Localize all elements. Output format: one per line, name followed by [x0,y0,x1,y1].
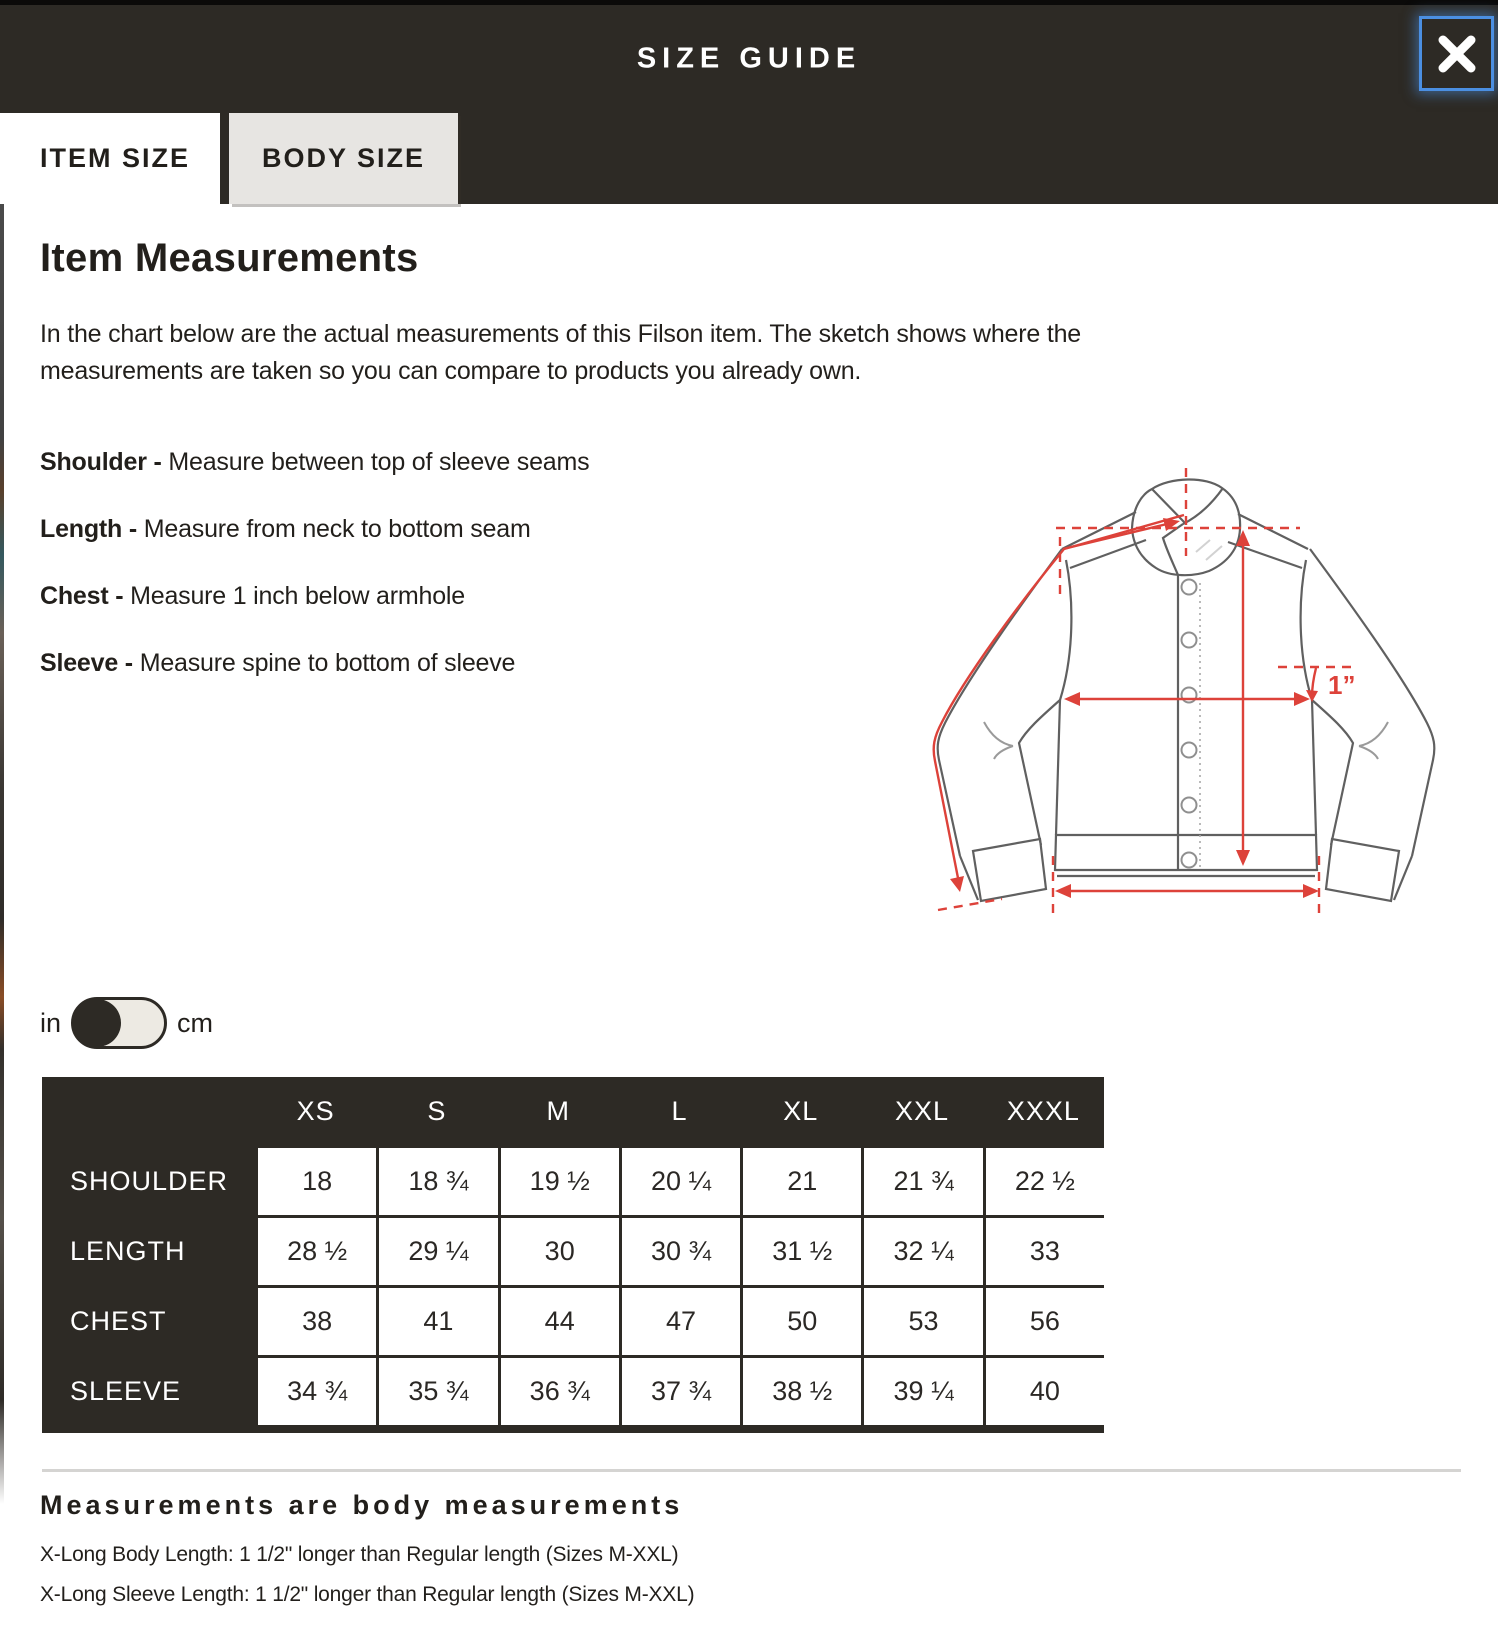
row-label: CHEST [70,1306,167,1336]
table-cell: 18 ¾ [376,1148,497,1215]
modal-title: SIZE GUIDE [636,42,862,75]
footer-note-body-length: X-Long Body Length: 1 1/2" longer than Regular length (Sizes M-XXL) [40,1543,679,1566]
row-label: SLEEVE [70,1376,182,1406]
unit-toggle-switch[interactable] [71,997,167,1049]
tab-band [0,113,1498,204]
definition-desc: Measure from neck to bottom seam [143,515,531,543]
size-table [42,1077,1104,1433]
table-row-length [42,1218,1104,1285]
table-cell: 21 [740,1148,861,1215]
col-header-xs: XS [296,1095,335,1126]
table-cell: 22 ½ [983,1148,1104,1215]
table-header-row [42,1077,1104,1145]
table-cell: 21 ¾ [861,1148,982,1215]
definition-dash: - [153,448,162,476]
jacket-buttons [1182,580,1197,868]
tab-item-size[interactable]: ITEM SIZE [0,113,220,204]
footer-divider [42,1469,1461,1472]
col-header-xxl: XXL [895,1095,950,1126]
table-row-chest [42,1288,1104,1355]
jacket-sketch-svg [880,420,1498,920]
table-cell: 40 [983,1358,1104,1425]
table-cell: 53 [861,1288,982,1355]
definition-term: Shoulder [40,448,147,476]
table-cell: 19 ½ [498,1148,619,1215]
col-header-m: M [546,1095,570,1126]
measure-arrowheads [950,518,1319,898]
table-cell: 28 ½ [255,1218,376,1285]
jacket-measurement-sketch [880,420,1498,920]
close-icon [1435,32,1479,76]
unit-toggle-row [40,997,213,1049]
footer-heading: Measurements are body measurements [40,1490,684,1520]
table-cell: 41 [376,1288,497,1355]
definition-sleeve [40,648,589,678]
definition-term: Sleeve [40,649,119,677]
table-cell: 31 ½ [740,1218,861,1285]
row-label: SHOULDER [70,1166,229,1196]
table-cell: 30 [498,1218,619,1285]
definition-term: Chest [40,582,109,610]
definition-shoulder [40,447,589,477]
one-inch-annotation: 1” [1328,670,1356,700]
footer-note-sleeve-length: X-Long Sleeve Length: 1 1/2" longer than Regular length (Sizes M-XXL) [40,1583,695,1606]
table-cell: 32 ¼ [861,1218,982,1285]
col-header-s: S [427,1095,447,1126]
table-cell: 30 ¾ [619,1218,740,1285]
tab-body-size[interactable]: BODY SIZE [229,113,458,204]
table-corner-cell [42,1077,255,1145]
definition-desc: Measure spine to bottom of sleeve [139,649,516,677]
unit-toggle-knob[interactable] [73,999,121,1047]
col-header-xl: XL [783,1095,819,1126]
table-cell: 47 [619,1288,740,1355]
definition-dash: - [124,649,133,677]
measurement-definitions [40,447,589,715]
table-cell: 20 ¼ [619,1148,740,1215]
background-page-sliver [0,204,4,1504]
col-header-l: L [671,1095,688,1126]
row-label: LENGTH [70,1236,186,1266]
table-cell: 38 [255,1288,376,1355]
definition-term: Length [40,515,123,543]
definition-length [40,514,589,544]
table-cell: 39 ¼ [861,1358,982,1425]
unit-label-in: in [40,1007,62,1038]
unit-label-cm: cm [177,1007,214,1038]
definition-desc: Measure 1 inch below armhole [130,582,465,610]
definition-dash: - [128,515,138,543]
definition-dash: - [115,582,124,610]
table-cell: 33 [983,1218,1104,1285]
table-cell: 29 ¼ [376,1218,497,1285]
table-cell: 50 [740,1288,861,1355]
intro-paragraph: In the chart below are the actual measurements of this Filson item. The sketch shows where the measurements are taken so you can compare to products you already own. [40,320,1081,385]
table-cell: 35 ¾ [376,1358,497,1425]
table-row-sleeve [42,1358,1104,1425]
close-button[interactable] [1419,16,1494,91]
definition-chest [40,581,589,611]
modal-header [0,5,1498,113]
table-cell: 34 ¾ [255,1358,376,1425]
table-row-shoulder [42,1148,1104,1215]
col-header-xxxl: XXXL [1006,1095,1080,1126]
table-cell: 44 [498,1288,619,1355]
definition-desc: Measure between top of sleeve seams [168,448,590,476]
table-cell: 36 ¾ [498,1358,619,1425]
table-cell: 38 ½ [740,1358,861,1425]
table-cell: 18 [255,1148,376,1215]
page-title: Item Measurements [40,236,419,280]
table-cell: 37 ¾ [619,1358,740,1425]
table-cell: 56 [983,1288,1104,1355]
